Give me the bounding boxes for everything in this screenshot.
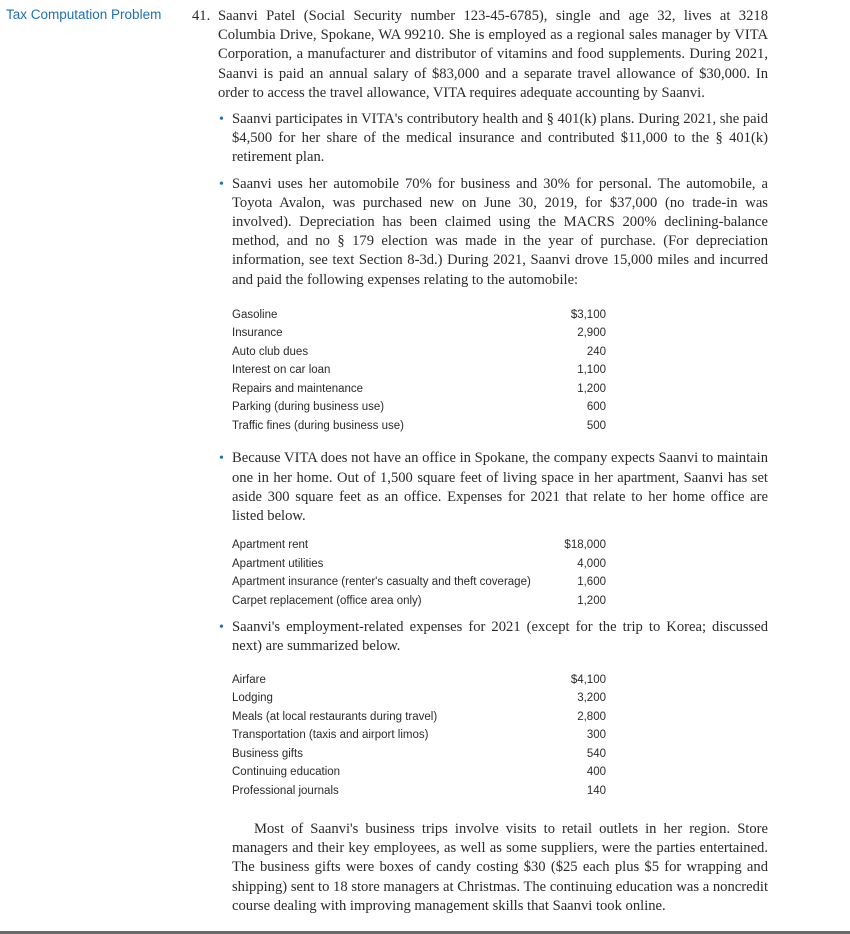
table-row [232,398,606,417]
problem-intro: Saanvi Patel (Social Security number 123-45-6785), single and age 32, lives at 3218 Columbia Drive, Spokane, WA 99210. She is employed as a regional sales manager by VITA Corporation, a manufacturer and distributor of vitamins and food supplements. During 2021, Saanvi is paid an annual salary of $83,000 and a separate travel allowance of $30,000. In order to access the travel allowance, VITA requires adequate accounting by Saanvi. [218,8,768,101]
expense-amount: $18,000 [564,539,606,552]
expense-amount: 400 [586,766,606,779]
expense-amount: 1,200 [577,594,606,607]
table-row [232,343,606,362]
table-row [232,324,606,343]
expense-label: Parking (during business use) [232,401,385,414]
bullet-health-401k [219,110,768,168]
bullet-icon: • [219,176,224,192]
expense-amount: 140 [586,784,606,797]
expense-label: Insurance [232,327,283,340]
table-row [232,689,606,708]
bullet-text: Because VITA does not have an office in Spokane, the company expects Saanvi to maintain one in her home. Out of 1,500 square feet of living space in her apartment, Saanvi has set aside 300 square feet as an office. Expenses for 2021 that relate to her home office are listed below. [232,450,768,524]
bullet-employment-expenses [219,618,768,656]
expense-label: Interest on car loan [232,364,331,377]
table-row [232,708,606,727]
car-expense-table [232,306,606,436]
section-label: Tax Computation Problem [6,7,162,22]
expense-amount: 240 [586,345,606,358]
expense-amount: 1,200 [577,382,606,395]
expense-label: Gasoline [232,308,278,321]
expense-label: Auto club dues [232,345,309,358]
table-row [232,417,606,436]
expense-amount: 500 [586,419,606,432]
table-row [232,671,606,690]
expense-amount: 1,100 [577,364,606,377]
expense-amount: 3,200 [577,692,606,705]
problem-41 [192,7,768,916]
expense-label: Transportation (taxis and airport limos) [232,729,429,742]
expense-label: Meals (at local restaurants during travel) [232,710,438,723]
table-row [232,763,606,782]
expense-amount: 2,900 [577,327,606,340]
table-row [232,555,606,574]
table-row [232,306,606,325]
home-office-expense-table [232,536,606,610]
bullet-text: Saanvi participates in VITA's contributory health and § 401(k) plans. During 2021, she paid $4,500 for her share of the medical insurance and contributed $11,000 to the § 401(k) retirement plan. [232,111,768,166]
expense-amount: 2,800 [577,710,606,723]
expense-amount: 1,600 [577,576,606,589]
expense-label: Apartment rent [232,539,309,552]
expense-amount: $3,100 [570,308,606,321]
expense-amount: $4,100 [570,673,606,686]
expense-amount: 300 [586,729,606,742]
bullet-icon: • [219,620,224,636]
expense-amount: 540 [586,747,606,760]
bullet-icon: • [219,112,224,128]
bullet-text: Saanvi's employment-related expenses for 2021 (except for the trip to Korea; discussed next) are summarized below. [232,619,768,655]
table-row [232,782,606,801]
table-row [232,592,606,611]
table-row [232,536,606,555]
table-row [232,726,606,745]
problem-number: 41. [192,8,211,24]
expense-label: Lodging [232,692,273,705]
table-row [232,573,606,592]
expense-label: Apartment utilities [232,557,324,570]
closing-paragraph: Most of Saanvi's business trips involve visits to retail outlets in her region. Store managers and their key employees, as well as some suppliers, were the parties entertained. The business gifts were boxes of candy costing $30 ($25 each plus $5 for wrapping and shipping) sent to 18 store managers at Christmas. The continuing education was a noncredit course dealing with improving management skills that Saanvi took online. [232,821,768,914]
expense-label: Airfare [232,673,266,686]
table-row [232,380,606,399]
employment-expense-table [232,671,606,801]
expense-label: Repairs and maintenance [232,382,364,395]
bullet-automobile [219,175,768,290]
table-row [232,745,606,764]
expense-label: Traffic fines (during business use) [232,419,404,432]
bullet-text: Saanvi uses her automobile 70% for business and 30% for personal. The automobile, a Toyota Avalon, was purchased new on June 30, 2019, for $37,000 (no trade-in was involved). Depreciation has been claimed using the MACRS 200% declining-balance method, and no § 179 election was made in the year of purchase. (For depreciation information, see text Section 8-3d.) During 2021, Saanvi drove 15,000 miles and incurred and paid the following expenses relating to the automobile: [232,175,768,288]
expense-label: Apartment insurance (renter's casualty and theft coverage) [232,576,531,589]
expense-label: Business gifts [232,747,303,760]
expense-label: Carpet replacement (office area only) [232,594,422,607]
table-row [232,361,606,380]
expense-amount: 600 [586,401,606,414]
expense-label: Professional journals [232,784,339,797]
bullet-home-office [219,449,768,526]
expense-label: Continuing education [232,766,341,779]
bullet-icon: • [219,451,224,467]
expense-amount: 4,000 [577,557,606,570]
